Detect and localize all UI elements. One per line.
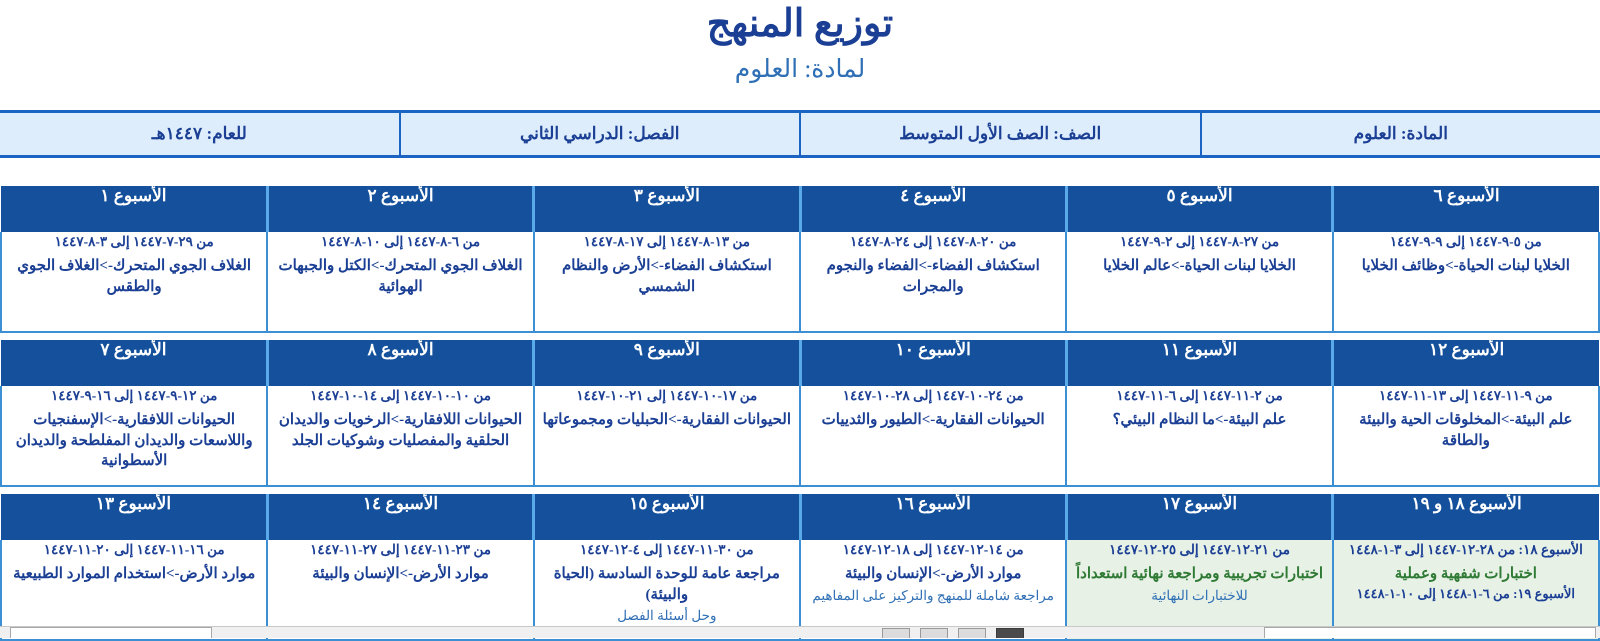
week-header-row (1, 186, 1599, 232)
week-content-cell (267, 386, 533, 486)
week-topic: موارد الأرض->الإنسان والبيئة (268, 564, 532, 585)
week-content-cell (1333, 386, 1599, 486)
week-topic: علم البيئة->المخلوقات الحية والبيئة والطاقة (1334, 410, 1598, 451)
week-header-cell: الأسبوع ١٣ (1, 494, 267, 540)
week-header-row (1, 494, 1599, 540)
week-date-range: من ٢٠-٨-١٤٤٧ إلى ٢٤-٨-١٤٤٧ (801, 232, 1065, 252)
week-header-cell: الأسبوع ٧ (1, 340, 267, 386)
week-topic: اختبارات شفهية وعملية (1334, 564, 1598, 585)
week-header-cell: الأسبوع ٥ (1066, 186, 1332, 232)
table-row-spacer (1, 486, 1599, 494)
week-topic: موارد الأرض->استخدام الموارد الطبيعية (2, 564, 266, 585)
week-content-cell (1, 386, 267, 486)
week-topic: الحيوانات الفقارية->الحبليات ومجموعاتها (535, 410, 799, 431)
week-date-range: من ٢-١١-١٤٤٧ إلى ٦-١١-١٤٤٧ (1067, 386, 1331, 406)
week-header-cell: الأسبوع ١١ (1066, 340, 1332, 386)
week-topic: الخلايا لبنات الحياة->وظائف الخلايا (1334, 256, 1598, 277)
week-note: مراجعة شاملة للمنهج والتركيز على المفاهيم (801, 587, 1065, 606)
info-subject: المادة: العلوم (1200, 113, 1600, 155)
week-content-cell (267, 232, 533, 332)
week-topic: علم البيئة->ما النظام البيئي؟ (1067, 410, 1331, 431)
week-header-cell: الأسبوع ١ (1, 186, 267, 232)
week-content-cell (534, 232, 800, 332)
app-bottom-toolbar (0, 626, 1600, 638)
week-topic: الحيوانات الفقارية->الطيور والثدييات (801, 410, 1065, 431)
info-grade: الصف: الصف الأول المتوسط (799, 113, 1200, 155)
week-date-range: من ١٤-١٢-١٤٤٧ إلى ١٨-١٢-١٤٤٧ (801, 540, 1065, 560)
curriculum-distribution-table (0, 186, 1600, 641)
toolbar-text-field-right[interactable] (1264, 627, 1596, 638)
week-date-range: من ٢٤-١٠-١٤٤٧ إلى ٢٨-١٠-١٤٤٧ (801, 386, 1065, 406)
week-header-cell: الأسبوع ١٢ (1333, 340, 1599, 386)
week-date-range: من ٣٠-١١-١٤٤٧ إلى ٤-١٢-١٤٤٧ (535, 540, 799, 560)
week-header-cell: الأسبوع ١٨ و ١٩ (1333, 494, 1599, 540)
week-date-range: من ٥-٩-١٤٤٧ إلى ٩-٩-١٤٤٧ (1334, 232, 1598, 252)
week-date-range: من ١٢-٩-١٤٤٧ إلى ١٦-٩-١٤٤٧ (2, 386, 266, 406)
week-header-cell: الأسبوع ١٠ (800, 340, 1066, 386)
week-topic: موارد الأرض->الإنسان والبيئة (801, 564, 1065, 585)
week-date-range: من ١٠-١٠-١٤٤٧ إلى ١٤-١٠-١٤٤٧ (268, 386, 532, 406)
week-header-cell: الأسبوع ١٤ (267, 494, 533, 540)
week-header-row (1, 340, 1599, 386)
week-header-cell: الأسبوع ١٥ (534, 494, 800, 540)
week-content-cell (1, 232, 267, 332)
week-date-range: من ٢٧-٨-١٤٤٧ إلى ٢-٩-١٤٤٧ (1067, 232, 1331, 252)
page-subtitle: لمادة: العلوم (0, 56, 1600, 84)
week-content-cell (534, 386, 800, 486)
table-row-spacer (1, 332, 1599, 340)
week-header-cell: الأسبوع ٢ (267, 186, 533, 232)
week-date-range: من ٩-١١-١٤٤٧ إلى ١٣-١١-١٤٤٧ (1334, 386, 1598, 406)
week-content-row (1, 232, 1599, 332)
week-header-cell: الأسبوع ١٧ (1066, 494, 1332, 540)
course-info-bar (0, 110, 1600, 158)
week-topic: الغلاف الجوي المتحرك->الغلاف الجوي والطقس (2, 256, 266, 297)
week-date-range: من ٢٩-٧-١٤٤٧ إلى ٣-٨-١٤٤٧ (2, 232, 266, 252)
week-secondary-date-range: الأسبوع ١٩: من ٦-١-١٤٤٨ إلى ١٠-١-١٤٤٨ (1334, 585, 1598, 604)
week-note: للاختبارات النهائية (1067, 587, 1331, 606)
week-date-range: الأسبوع ١٨: من ٢٨-١٢-١٤٤٧ إلى ٣-١-١٤٤٨ (1334, 540, 1598, 560)
week-topic: استكشاف الفضاء->الأرض والنظام الشمسي (535, 256, 799, 297)
week-note: وحل أسئلة الفصل (535, 607, 799, 626)
week-header-cell: الأسبوع ٦ (1333, 186, 1599, 232)
week-topic: اختبارات تجريبية ومراجعة نهائية استعداداً (1067, 564, 1331, 585)
week-topic: الخلايا لبنات الحياة->عالم الخلايا (1067, 256, 1331, 277)
week-content-row (1, 386, 1599, 486)
page-title: توزيع المنهج (0, 4, 1600, 46)
week-date-range: من ١٣-٨-١٤٤٧ إلى ١٧-٨-١٤٤٧ (535, 232, 799, 252)
week-content-cell (800, 232, 1066, 332)
week-content-cell (800, 386, 1066, 486)
week-header-cell: الأسبوع ١٦ (800, 494, 1066, 540)
week-date-range: من ٢١-١٢-١٤٤٧ إلى ٢٥-١٢-١٤٤٧ (1067, 540, 1331, 560)
week-topic: الحيوانات اللافقارية->الرخويات والديدان الحلقية والمفصليات وشوكيات الجلد (268, 410, 532, 451)
week-topic: استكشاف الفضاء->الفضاء والنجوم والمجرات (801, 256, 1065, 297)
week-content-cell (1333, 232, 1599, 332)
info-year: للعام: ١٤٤٧هـ (0, 113, 399, 155)
week-date-range: من ١٦-١١-١٤٤٧ إلى ٢٠-١١-١٤٤٧ (2, 540, 266, 560)
week-date-range: من ١٧-١٠-١٤٤٧ إلى ٢١-١٠-١٤٤٧ (535, 386, 799, 406)
week-content-cell (1066, 232, 1332, 332)
week-header-cell: الأسبوع ٩ (534, 340, 800, 386)
week-date-range: من ٢٣-١١-١٤٤٧ إلى ٢٧-١١-١٤٤٧ (268, 540, 532, 560)
document-header (0, 0, 1600, 83)
week-header-cell: الأسبوع ٨ (267, 340, 533, 386)
week-header-cell: الأسبوع ٤ (800, 186, 1066, 232)
week-header-cell: الأسبوع ٣ (534, 186, 800, 232)
info-term: الفصل: الدراسي الثاني (399, 113, 800, 155)
week-content-cell (1066, 386, 1332, 486)
week-topic: الغلاف الجوي المتحرك->الكتل والجبهات الهوائية (268, 256, 532, 297)
week-topic: الحيوانات اللافقارية->الإسفنجيات واللاسعات والديدان المفلطحة والديدان الأسطوانية (2, 410, 266, 472)
week-date-range: من ٦-٨-١٤٤٧ إلى ١٠-٨-١٤٤٧ (268, 232, 532, 252)
week-topic: مراجعة عامة للوحدة السادسة (الحياة والبيئة) (535, 564, 799, 605)
toolbar-text-field-left[interactable] (10, 627, 212, 638)
